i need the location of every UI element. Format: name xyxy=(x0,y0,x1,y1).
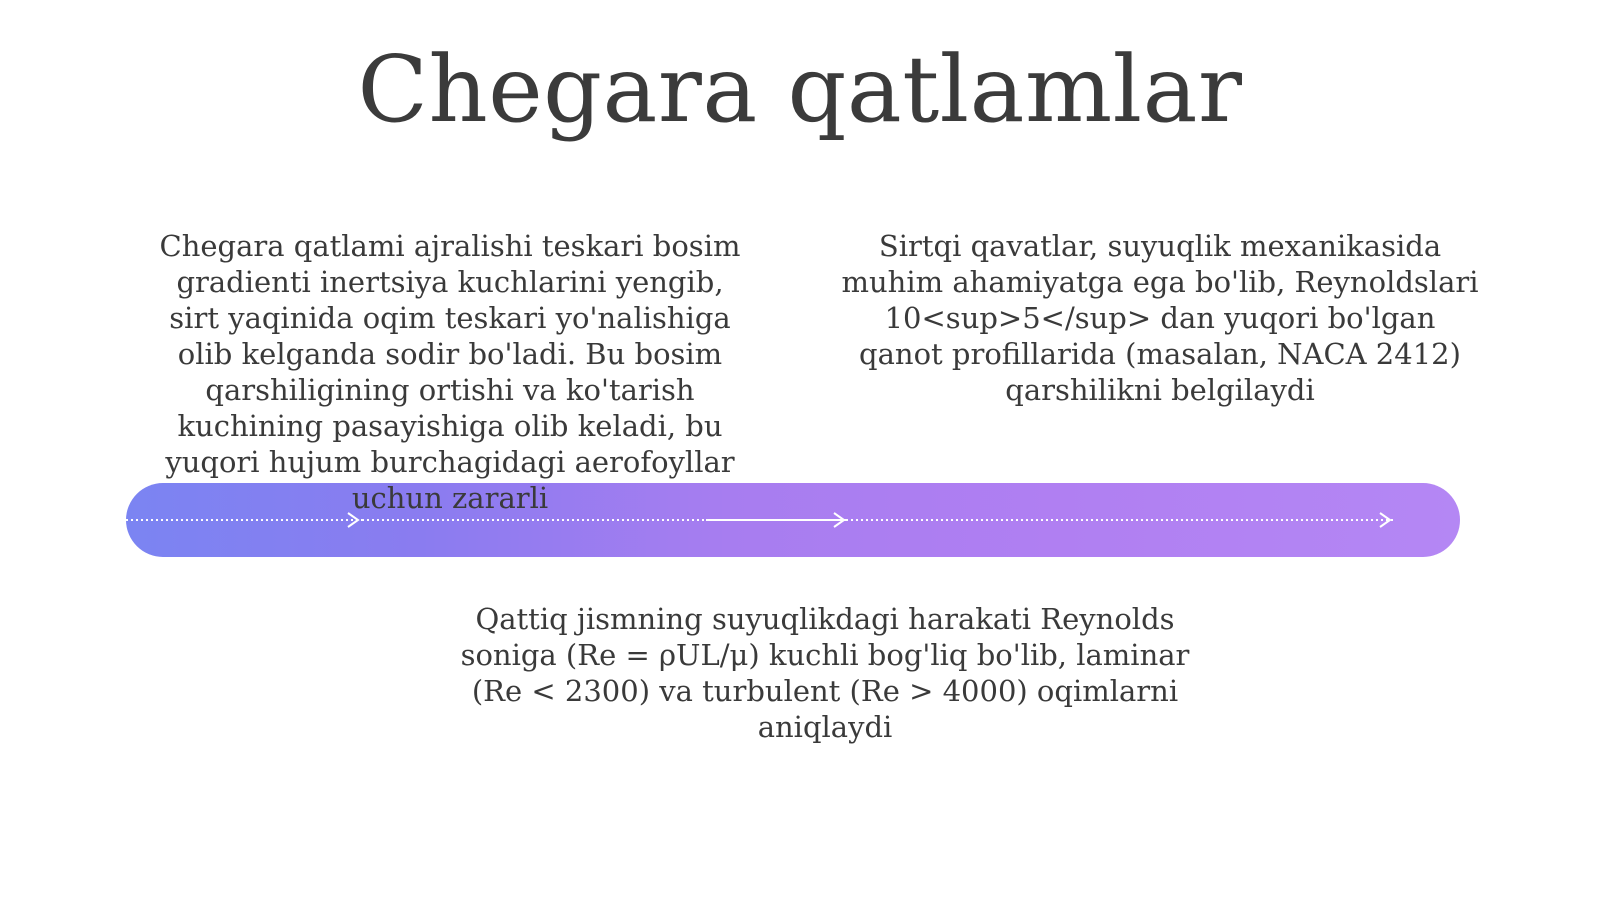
text-block-right: Sirtqi qavatlar, suyuqlik mexanikasida muhim ahamiyatga ega bo'lib, Reynoldslari 10<sup>5</sup> dan yuqori bo'lgan qanot profillarida (masalan, NACA 2412) qarshilikni belgilaydi xyxy=(841,229,1479,407)
text-block-left: Chegara qatlami ajralishi teskari bosim gradienti inertsiya kuchlarini yengib, sirt yaqinida oqim teskari yo'nalishiga olib kelganda sodir bo'ladi. Bu bosim qarshiligining ortishi va ko'tarish kuchining pasayishiga olib keladi, bu yuqori hujum burchagidagi aerofoyllar uchun zararli xyxy=(159,229,741,515)
text-block-bottom: Qattiq jismning suyuqlikdagi harakati Reynolds soniga (Re = ρUL/μ) kuchli bog'liq bo'lib, laminar (Re < 2300) va turbulent (Re > 4000) oqimlarni aniqlaydi xyxy=(460,602,1190,744)
slide-title: Chegara qatlamlar xyxy=(357,36,1243,143)
